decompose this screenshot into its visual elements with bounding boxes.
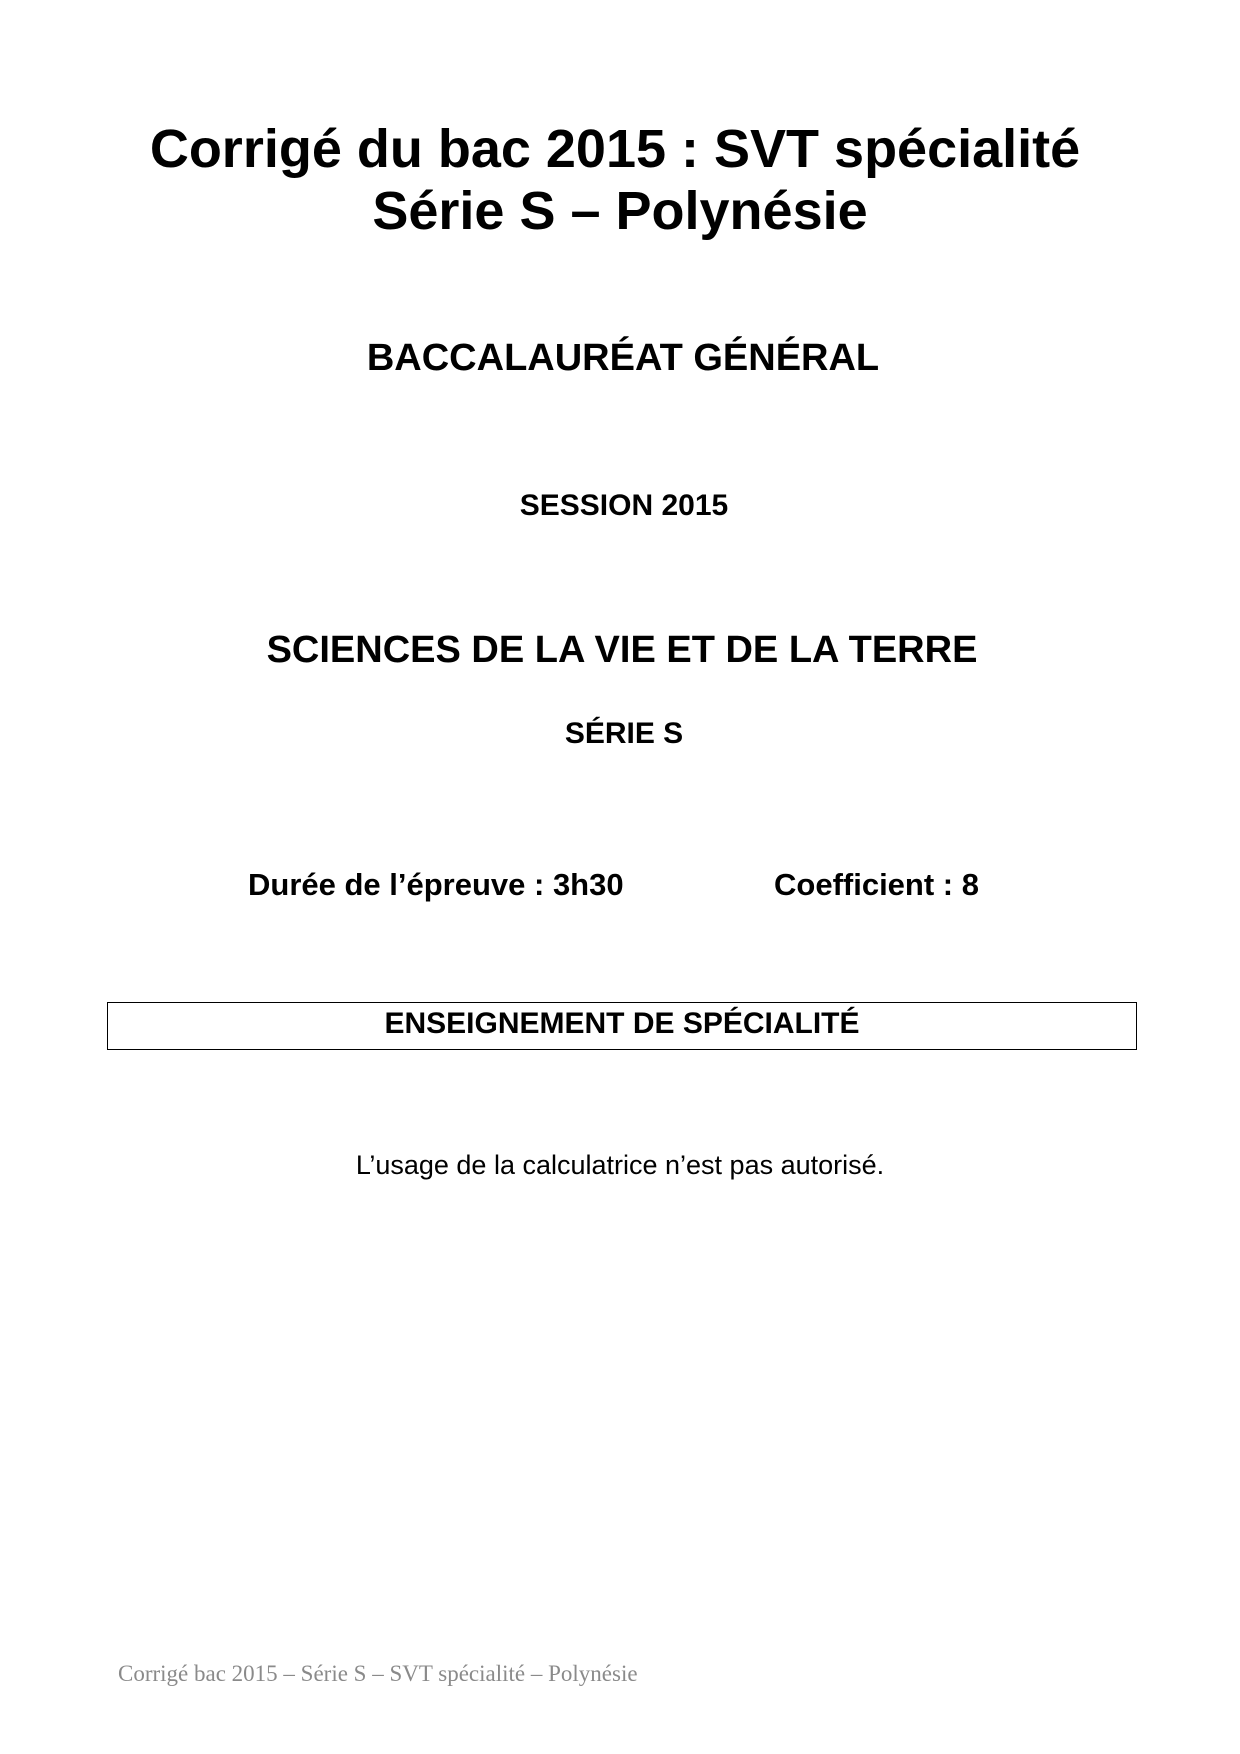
exam-info-row xyxy=(0,866,1240,906)
specialty-box: ENSEIGNEMENT DE SPÉCIALITÉ xyxy=(107,1002,1137,1050)
diploma-heading: BACCALAURÉAT GÉNÉRAL xyxy=(366,337,880,379)
serie-heading: SÉRIE S xyxy=(564,717,684,750)
page-footer: Corrigé bac 2015 – Série S – SVT spécialité – Polynésie xyxy=(118,1661,638,1686)
document-title xyxy=(0,118,1240,242)
title-line-2: Série S – Polynésie xyxy=(372,181,868,241)
exam-duration: Durée de l’épreuve : 3h30 xyxy=(248,867,624,902)
title-line-1: Corrigé du bac 2015 : SVT spécialité xyxy=(149,119,1081,179)
session-heading: SESSION 2015 xyxy=(519,489,729,522)
subject-heading: SCIENCES DE LA VIE ET DE LA TERRE xyxy=(266,629,978,671)
exam-coefficient: Coefficient : 8 xyxy=(774,867,979,902)
calculator-note: L’usage de la calculatrice n’est pas autorisé. xyxy=(355,1150,885,1180)
